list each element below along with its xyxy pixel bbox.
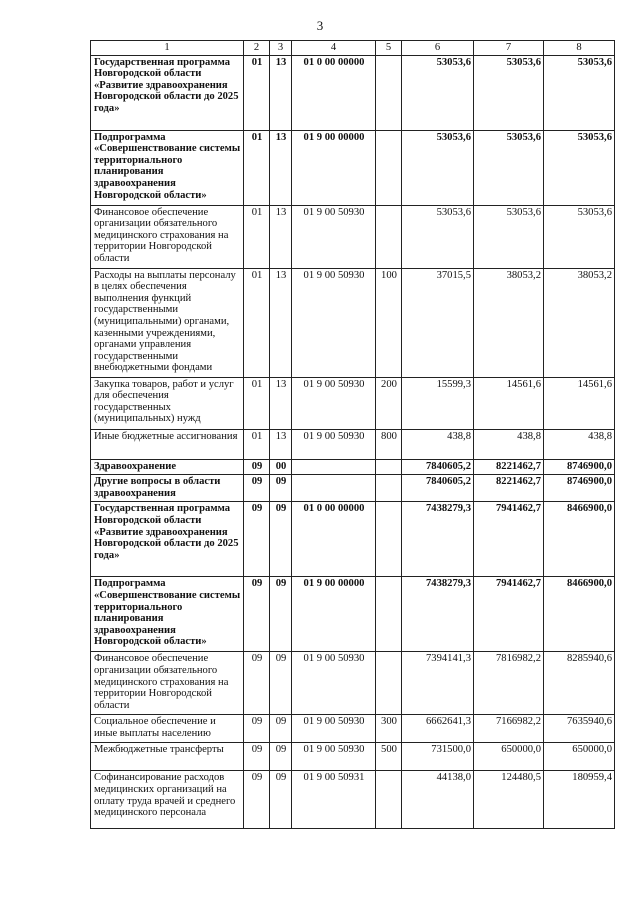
expense-type-cell [376,459,402,475]
table-row [91,55,615,130]
amount-year1-cell: 7394141,3 [402,652,474,715]
table-row [91,268,615,377]
target-article-cell: 01 9 00 00000 [292,130,376,205]
amount-year3-cell: 14561,6 [544,377,615,429]
target-article-cell: 01 9 00 50930 [292,743,376,771]
column-number-cell: 3 [270,41,292,56]
amount-year3-cell: 53053,6 [544,205,615,268]
section-code-cell: 09 [244,577,270,652]
subsection-code-cell: 13 [270,429,292,459]
table-row [91,652,615,715]
column-number-cell: 5 [376,41,402,56]
expense-type-cell: 200 [376,377,402,429]
amount-year1-cell: 53053,6 [402,130,474,205]
table-row [91,771,615,829]
amount-year1-cell: 7840605,2 [402,475,474,502]
amount-year3-cell: 8746900,0 [544,475,615,502]
expense-type-cell: 800 [376,429,402,459]
table-row [91,577,615,652]
section-code-cell: 01 [244,268,270,377]
subsection-code-cell: 09 [270,743,292,771]
amount-year1-cell: 37015,5 [402,268,474,377]
amount-year2-cell: 38053,2 [474,268,544,377]
amount-year1-cell: 7438279,3 [402,577,474,652]
target-article-cell: 01 9 00 50930 [292,377,376,429]
table-row [91,475,615,502]
amount-year3-cell: 8466900,0 [544,577,615,652]
section-code-cell: 01 [244,429,270,459]
subsection-code-cell: 13 [270,130,292,205]
row-name-cell: Подпрограмма «Совершенствование системы территориального планирования здравоохранения Новгородской области» [91,130,244,205]
subsection-code-cell: 09 [270,771,292,829]
amount-year1-cell: 7840605,2 [402,459,474,475]
row-name-cell: Социальное обеспечение и иные выплаты населению [91,715,244,743]
section-code-cell: 09 [244,771,270,829]
row-name-cell: Закупка товаров, работ и услуг для обеспечения государственных (муниципальных) нужд [91,377,244,429]
amount-year2-cell: 7941462,7 [474,577,544,652]
subsection-code-cell: 13 [270,377,292,429]
target-article-cell: 01 0 00 00000 [292,55,376,130]
amount-year1-cell: 7438279,3 [402,502,474,577]
amount-year3-cell: 7635940,6 [544,715,615,743]
subsection-code-cell: 13 [270,205,292,268]
expense-type-cell: 500 [376,743,402,771]
column-number-cell: 1 [91,41,244,56]
row-name-cell: Иные бюджетные ассигнования [91,429,244,459]
expense-type-cell: 300 [376,715,402,743]
table-row [91,502,615,577]
expense-type-cell [376,55,402,130]
amount-year3-cell: 8746900,0 [544,459,615,475]
section-code-cell: 01 [244,130,270,205]
amount-year2-cell: 7816982,2 [474,652,544,715]
amount-year3-cell: 38053,2 [544,268,615,377]
section-code-cell: 01 [244,205,270,268]
row-name-cell: Подпрограмма «Совершенствование системы территориального планирования здравоохранения Новгородской области» [91,577,244,652]
column-number-cell: 4 [292,41,376,56]
table-body [91,55,615,829]
subsection-code-cell: 09 [270,502,292,577]
row-name-cell: Финансовое обеспечение организации обязательного медицинского страхования на территории Новгородской области [91,652,244,715]
amount-year3-cell: 8466900,0 [544,502,615,577]
expense-type-cell [376,652,402,715]
table-row [91,743,615,771]
target-article-cell: 01 9 00 50930 [292,652,376,715]
subsection-code-cell: 09 [270,715,292,743]
target-article-cell [292,475,376,502]
amount-year1-cell: 44138,0 [402,771,474,829]
amount-year3-cell: 650000,0 [544,743,615,771]
amount-year3-cell: 8285940,6 [544,652,615,715]
amount-year3-cell: 180959,4 [544,771,615,829]
target-article-cell: 01 9 00 50930 [292,268,376,377]
table-row [91,715,615,743]
row-name-cell: Межбюджетные трансферты [91,743,244,771]
amount-year3-cell: 53053,6 [544,55,615,130]
section-code-cell: 09 [244,652,270,715]
amount-year1-cell: 53053,6 [402,55,474,130]
table-row [91,130,615,205]
subsection-code-cell: 13 [270,268,292,377]
table-row [91,459,615,475]
amount-year2-cell: 8221462,7 [474,459,544,475]
expense-type-cell [376,771,402,829]
amount-year2-cell: 14561,6 [474,377,544,429]
expense-type-cell [376,475,402,502]
column-number-cell: 7 [474,41,544,56]
amount-year2-cell: 438,8 [474,429,544,459]
target-article-cell [292,459,376,475]
amount-year1-cell: 731500,0 [402,743,474,771]
subsection-code-cell: 09 [270,577,292,652]
column-number-cell: 2 [244,41,270,56]
section-code-cell: 09 [244,475,270,502]
expense-type-cell [376,502,402,577]
amount-year3-cell: 438,8 [544,429,615,459]
target-article-cell: 01 9 00 00000 [292,577,376,652]
amount-year2-cell: 53053,6 [474,130,544,205]
amount-year1-cell: 438,8 [402,429,474,459]
amount-year2-cell: 7166982,2 [474,715,544,743]
expense-type-cell: 100 [376,268,402,377]
table-row [91,205,615,268]
amount-year2-cell: 124480,5 [474,771,544,829]
subsection-code-cell: 00 [270,459,292,475]
column-number-row [91,41,615,56]
amount-year3-cell: 53053,6 [544,130,615,205]
section-code-cell: 09 [244,743,270,771]
subsection-code-cell: 09 [270,475,292,502]
row-name-cell: Государственная программа Новгородской области «Развитие здравоохранения Новгородской области до 2025 года» [91,502,244,577]
amount-year1-cell: 15599,3 [402,377,474,429]
section-code-cell: 01 [244,377,270,429]
section-code-cell: 09 [244,502,270,577]
amount-year2-cell: 53053,6 [474,55,544,130]
target-article-cell: 01 9 00 50930 [292,429,376,459]
table-row [91,429,615,459]
row-name-cell: Здравоохранение [91,459,244,475]
section-code-cell: 01 [244,55,270,130]
expense-type-cell [376,205,402,268]
section-code-cell: 09 [244,459,270,475]
target-article-cell: 01 9 00 50931 [292,771,376,829]
table-row [91,377,615,429]
target-article-cell: 01 0 00 00000 [292,502,376,577]
section-code-cell: 09 [244,715,270,743]
target-article-cell: 01 9 00 50930 [292,205,376,268]
column-number-cell: 6 [402,41,474,56]
expense-type-cell [376,130,402,205]
expense-type-cell [376,577,402,652]
amount-year2-cell: 8221462,7 [474,475,544,502]
amount-year2-cell: 53053,6 [474,205,544,268]
row-name-cell: Другие вопросы в области здравоохранения [91,475,244,502]
row-name-cell: Государственная программа Новгородской области «Развитие здравоохранения Новгородской области до 2025 года» [91,55,244,130]
page-number: 3 [316,18,324,33]
column-number-cell: 8 [544,41,615,56]
row-name-cell: Финансовое обеспечение организации обязательного медицинского страхования на территории Новгородской области [91,205,244,268]
amount-year2-cell: 7941462,7 [474,502,544,577]
budget-table [90,40,615,829]
row-name-cell: Расходы на выплаты персоналу в целях обеспечения выполнения функций государственными (муниципальными) органами, казенными учреждениями, органами управления государственными внебюджетными фондами [91,268,244,377]
subsection-code-cell: 13 [270,55,292,130]
subsection-code-cell: 09 [270,652,292,715]
amount-year1-cell: 53053,6 [402,205,474,268]
target-article-cell: 01 9 00 50930 [292,715,376,743]
row-name-cell: Софинансирование расходов медицинских организаций на оплату труда врачей и среднего медицинского персонала [91,771,244,829]
amount-year2-cell: 650000,0 [474,743,544,771]
amount-year1-cell: 6662641,3 [402,715,474,743]
